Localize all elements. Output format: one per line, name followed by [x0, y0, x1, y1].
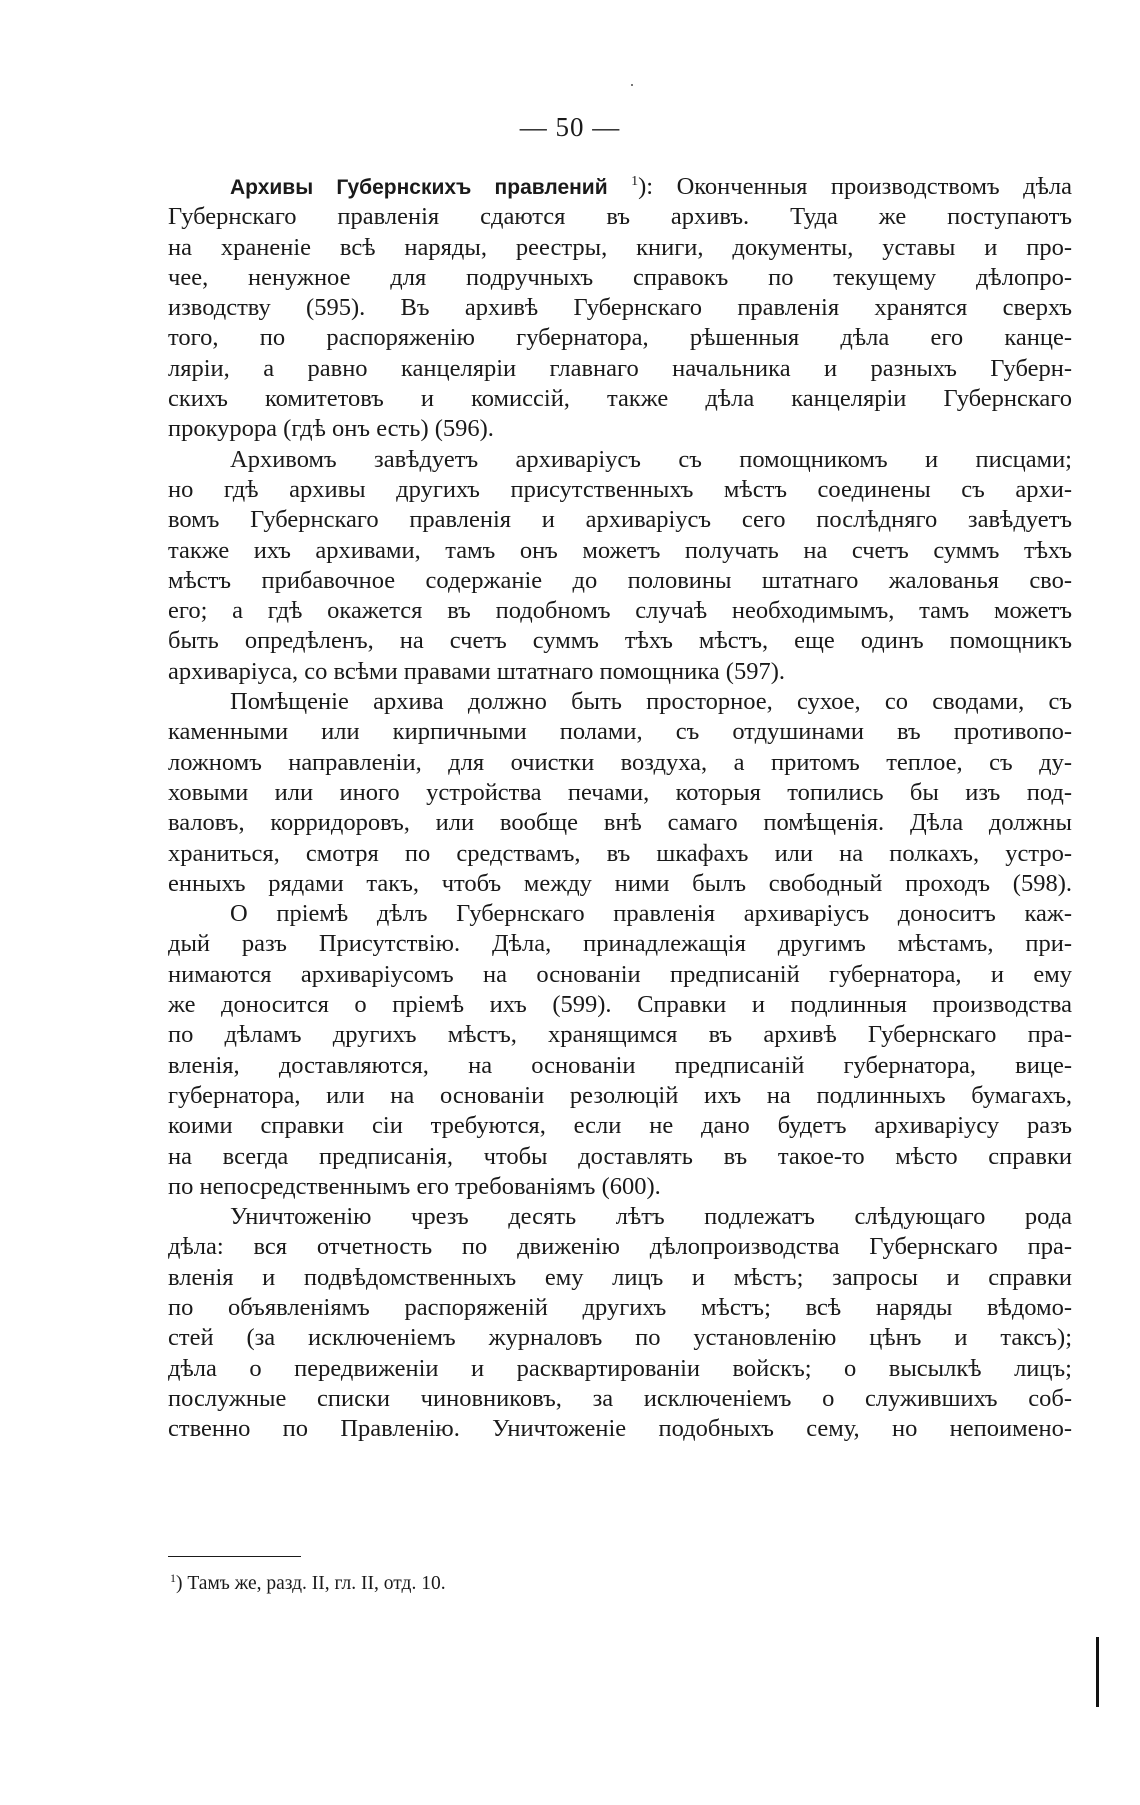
text-line: быть опредѣленъ, на счетъ суммъ тѣхъ мѣстъ, еще одинъ помощникъ	[168, 627, 1072, 655]
text-line: О пріемѣ дѣлъ Губернскаго правленія архиваріусъ доноситъ каж-	[230, 900, 1072, 928]
text-line: чее, ненужное для подручныхъ справокъ по текущему дѣлопро-	[168, 263, 1072, 291]
text-line: также ихъ архивами, тамъ онъ можетъ получать на счетъ суммъ тѣхъ	[168, 536, 1072, 564]
body-text	[168, 172, 1072, 1444]
text-line: вомъ Губернскаго правленія и архиваріусъ сего послѣдняго завѣдуетъ	[168, 506, 1072, 534]
scan-speck	[631, 84, 633, 86]
page-number: — 50 —	[519, 112, 621, 142]
text-line: мѣстъ прибавочное содержаніе до половины штатнаго жалованья сво-	[168, 566, 1072, 594]
footnote-marker: 1	[170, 1571, 176, 1585]
text-line: дѣла о передвиженіи и расквартированіи войскъ; о высылкѣ лицъ;	[168, 1354, 1072, 1382]
text-line: Помѣщеніе архива должно быть просторное, сухое, со сводами, съ	[230, 688, 1072, 716]
text-line: Архивомъ завѣдуетъ архиваріусъ съ помощникомъ и писцами;	[230, 445, 1072, 473]
text-line: енныхъ рядами такъ, чтобъ между ними былъ свободный проходъ (598).	[168, 869, 1072, 897]
text-line: по дѣламъ другихъ мѣстъ, хранящимся въ архивѣ Губернскаго пра-	[168, 1021, 1072, 1049]
footnote-text: ) Тамъ же, разд. II, гл. II, отд. 10.	[176, 1573, 446, 1594]
text-line: губернатора, или на основаніи резолюцій ихъ на подлинныхъ бумагахъ,	[168, 1081, 1072, 1109]
text-line: Уничтоженію чрезъ десять лѣтъ подлежатъ слѣдующаго рода	[230, 1203, 1072, 1231]
section-heading: Архивы Губернскихъ правлений	[230, 176, 608, 199]
text-line: ственно по Правленію. Уничтоженіе подобныхъ сему, но непоимено-	[168, 1415, 1072, 1443]
text-line: ховыми или иного устройства печами, которыя топились бы изъ под-	[168, 778, 1072, 806]
text-line: на всегда предписанія, чтобы доставлять въ такое-то мѣсто справки	[168, 1142, 1072, 1170]
footnote-divider	[168, 1556, 301, 1557]
text-line: храниться, смотря по средствамъ, въ шкафахъ или на полкахъ, устро-	[168, 839, 1072, 867]
text-line: дѣла: вся отчетность по движенію дѣлопроизводства Губернскаго пра-	[168, 1233, 1072, 1261]
text-line: коими справки сіи требуются, если не дано будетъ архиваріусу разъ	[168, 1112, 1072, 1140]
text-line: же доносится о пріемѣ ихъ (599). Справки и подлинныя производства	[168, 991, 1072, 1019]
text-line: архиваріуса, со всѣми правами штатнаго помощника (597).	[168, 657, 785, 685]
footnote-ref: 1	[631, 174, 639, 189]
text-line: дый разъ Присутствію. Дѣла, принадлежащія другимъ мѣстамъ, при-	[168, 930, 1072, 958]
text-line: вленія и подвѣдомственныхъ ему лицъ и мѣстъ; запросы и справки	[168, 1263, 1072, 1291]
text-line: скихъ комитетовъ и комиссій, также дѣла канцеляріи Губернскаго	[168, 385, 1072, 413]
paragraph-1-line-1	[168, 172, 1072, 202]
text-line: по объявленіямъ распоряженій другихъ мѣстъ; всѣ наряды вѣдомо-	[168, 1293, 1072, 1321]
text-line: каменными или кирпичными полами, съ отдушинами въ противопо-	[168, 718, 1072, 746]
text-line: ): Оконченныя производствомъ дѣла	[638, 173, 1073, 200]
text-line: изводству (595). Въ архивѣ Губернскаго правленія хранятся сверхъ	[168, 294, 1072, 322]
text-line: по непосредственнымъ его требованіямъ (600).	[168, 1172, 661, 1200]
footnote	[170, 1573, 446, 1595]
text-line: но гдѣ архивы другихъ присутственныхъ мѣстъ соединены съ архи-	[168, 475, 1072, 503]
text-line: его; а гдѣ окажется въ подобномъ случаѣ необходимымъ, тамъ можетъ	[168, 597, 1072, 625]
text-line: стей (за исключеніемъ журналовъ по установленію цѣнъ и таксъ);	[168, 1324, 1072, 1352]
text-line: прокурора (гдѣ онъ есть) (596).	[168, 415, 494, 443]
text-line: ляріи, а равно канцеляріи главнаго начальника и разныхъ Губерн-	[168, 354, 1072, 382]
text-line: послужные списки чиновниковъ, за исключеніемъ о служившихъ соб-	[168, 1384, 1072, 1412]
text-line: вленія, доставляются, на основаніи предписаній губернатора, вице-	[168, 1051, 1072, 1079]
text-line: того, по распоряженію губернатора, рѣшенныя дѣла его канце-	[168, 324, 1072, 352]
text-line: валовъ, корридоровъ, или вообще внѣ самаго помѣщенія. Дѣла должны	[168, 809, 1072, 837]
text-line: на храненіе всѣ наряды, реестры, книги, документы, уставы и про-	[168, 233, 1072, 261]
scan-margin-mark	[1096, 1637, 1099, 1707]
text-line: ложномъ направленіи, для очистки воздуха, а притомъ теплое, съ ду-	[168, 748, 1072, 776]
text-line: Губернскаго правленія сдаются въ архивъ. Туда же поступаютъ	[168, 203, 1072, 231]
text-line: нимаются архиваріусомъ на основаніи предписаній губернатора, и ему	[168, 960, 1072, 988]
